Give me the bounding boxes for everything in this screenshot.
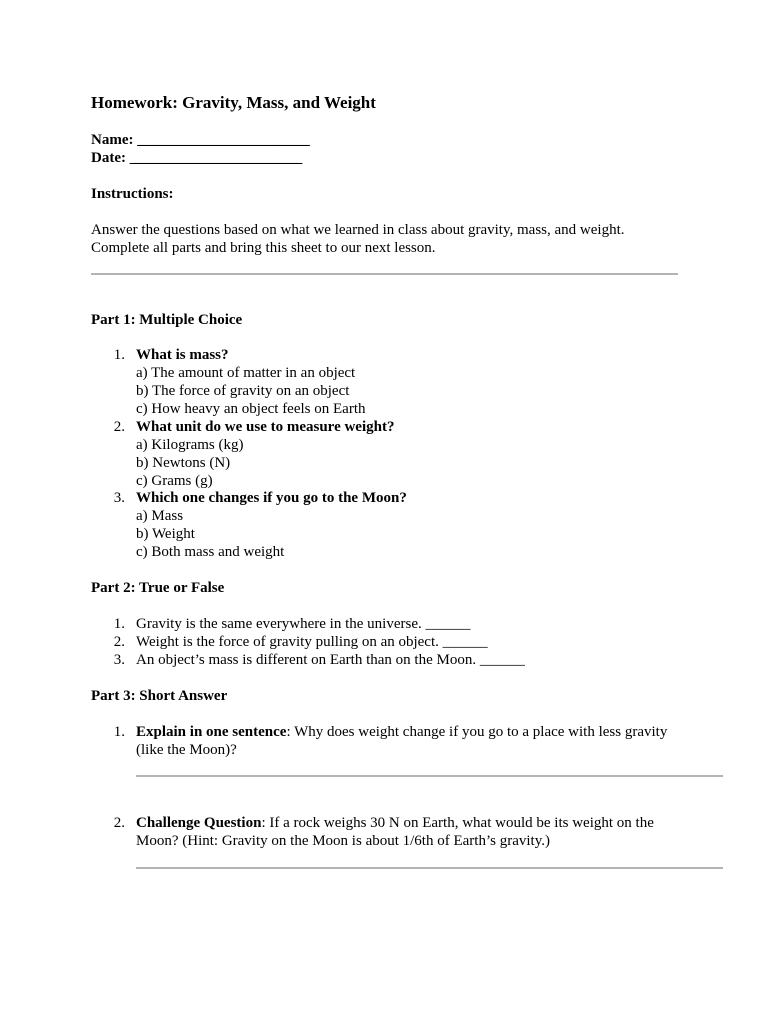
section-divider xyxy=(91,273,678,275)
mc-option: c) Both mass and weight xyxy=(136,544,285,560)
tf-number: 1. xyxy=(113,616,125,632)
mc-question xyxy=(136,489,407,561)
name-blank: _______________________ xyxy=(137,132,310,148)
mc-option: a) Mass xyxy=(136,508,184,524)
name-label: Name: xyxy=(91,132,134,148)
name-field xyxy=(91,131,310,149)
mc-question-number: 2. xyxy=(113,419,125,435)
date-blank: _______________________ xyxy=(129,150,303,166)
instructions-heading: Instructions: xyxy=(91,186,174,202)
mc-option: b) Weight xyxy=(136,526,195,542)
sa-question xyxy=(136,814,654,850)
mc-question-number: 1. xyxy=(113,347,125,363)
part1-heading: Part 1: Multiple Choice xyxy=(91,312,243,328)
mc-question xyxy=(136,346,366,418)
page-title: Homework: Gravity, Mass, and Weight xyxy=(91,93,376,112)
mc-option: a) Kilograms (kg) xyxy=(136,437,244,453)
sa-question-text: : Why does weight change if you go to a place with less gravity xyxy=(286,724,668,740)
answer-line xyxy=(136,775,723,777)
mc-option: c) How heavy an object feels on Earth xyxy=(136,401,366,417)
tf-statement: Gravity is the same everywhere in the universe. ______ xyxy=(136,616,471,632)
mc-option: a) The amount of matter in an object xyxy=(136,365,356,381)
mc-question-number: 3. xyxy=(113,490,125,506)
sa-question-lead: Challenge Question xyxy=(136,815,262,831)
mc-option: b) Newtons (N) xyxy=(136,455,231,471)
sa-question xyxy=(136,723,667,759)
mc-question-text: Which one changes if you go to the Moon? xyxy=(136,490,407,506)
sa-question-lead: Explain in one sentence xyxy=(136,724,287,740)
mc-option: c) Grams (g) xyxy=(136,473,213,489)
part3-heading: Part 3: Short Answer xyxy=(91,688,228,704)
sa-question-text: (like the Moon)? xyxy=(136,742,237,758)
mc-question-text: What is mass? xyxy=(136,347,229,363)
date-field xyxy=(91,149,302,167)
tf-number: 2. xyxy=(113,634,125,650)
sa-question-number: 1. xyxy=(113,724,125,740)
instructions-line: Answer the questions based on what we learned in class about gravity, mass, and weight. xyxy=(91,222,625,238)
tf-statement: Weight is the force of gravity pulling on an object. ______ xyxy=(136,634,488,650)
part2-heading: Part 2: True or False xyxy=(91,580,225,596)
sa-question-number: 2. xyxy=(113,815,125,831)
sa-question-text: : If a rock weighs 30 N on Earth, what would be its weight on the xyxy=(261,815,654,831)
mc-option: b) The force of gravity on an object xyxy=(136,383,350,399)
tf-number: 3. xyxy=(113,652,125,668)
instructions-text xyxy=(91,221,624,257)
date-label: Date: xyxy=(91,150,126,166)
mc-question xyxy=(136,418,394,490)
tf-statement: An object’s mass is different on Earth than on the Moon. ______ xyxy=(136,652,525,668)
answer-line xyxy=(136,867,723,869)
sa-question-text: Moon? (Hint: Gravity on the Moon is about 1/6th of Earth’s gravity.) xyxy=(136,833,550,849)
mc-question-text: What unit do we use to measure weight? xyxy=(136,419,395,435)
instructions-line: Complete all parts and bring this sheet to our next lesson. xyxy=(91,240,436,256)
